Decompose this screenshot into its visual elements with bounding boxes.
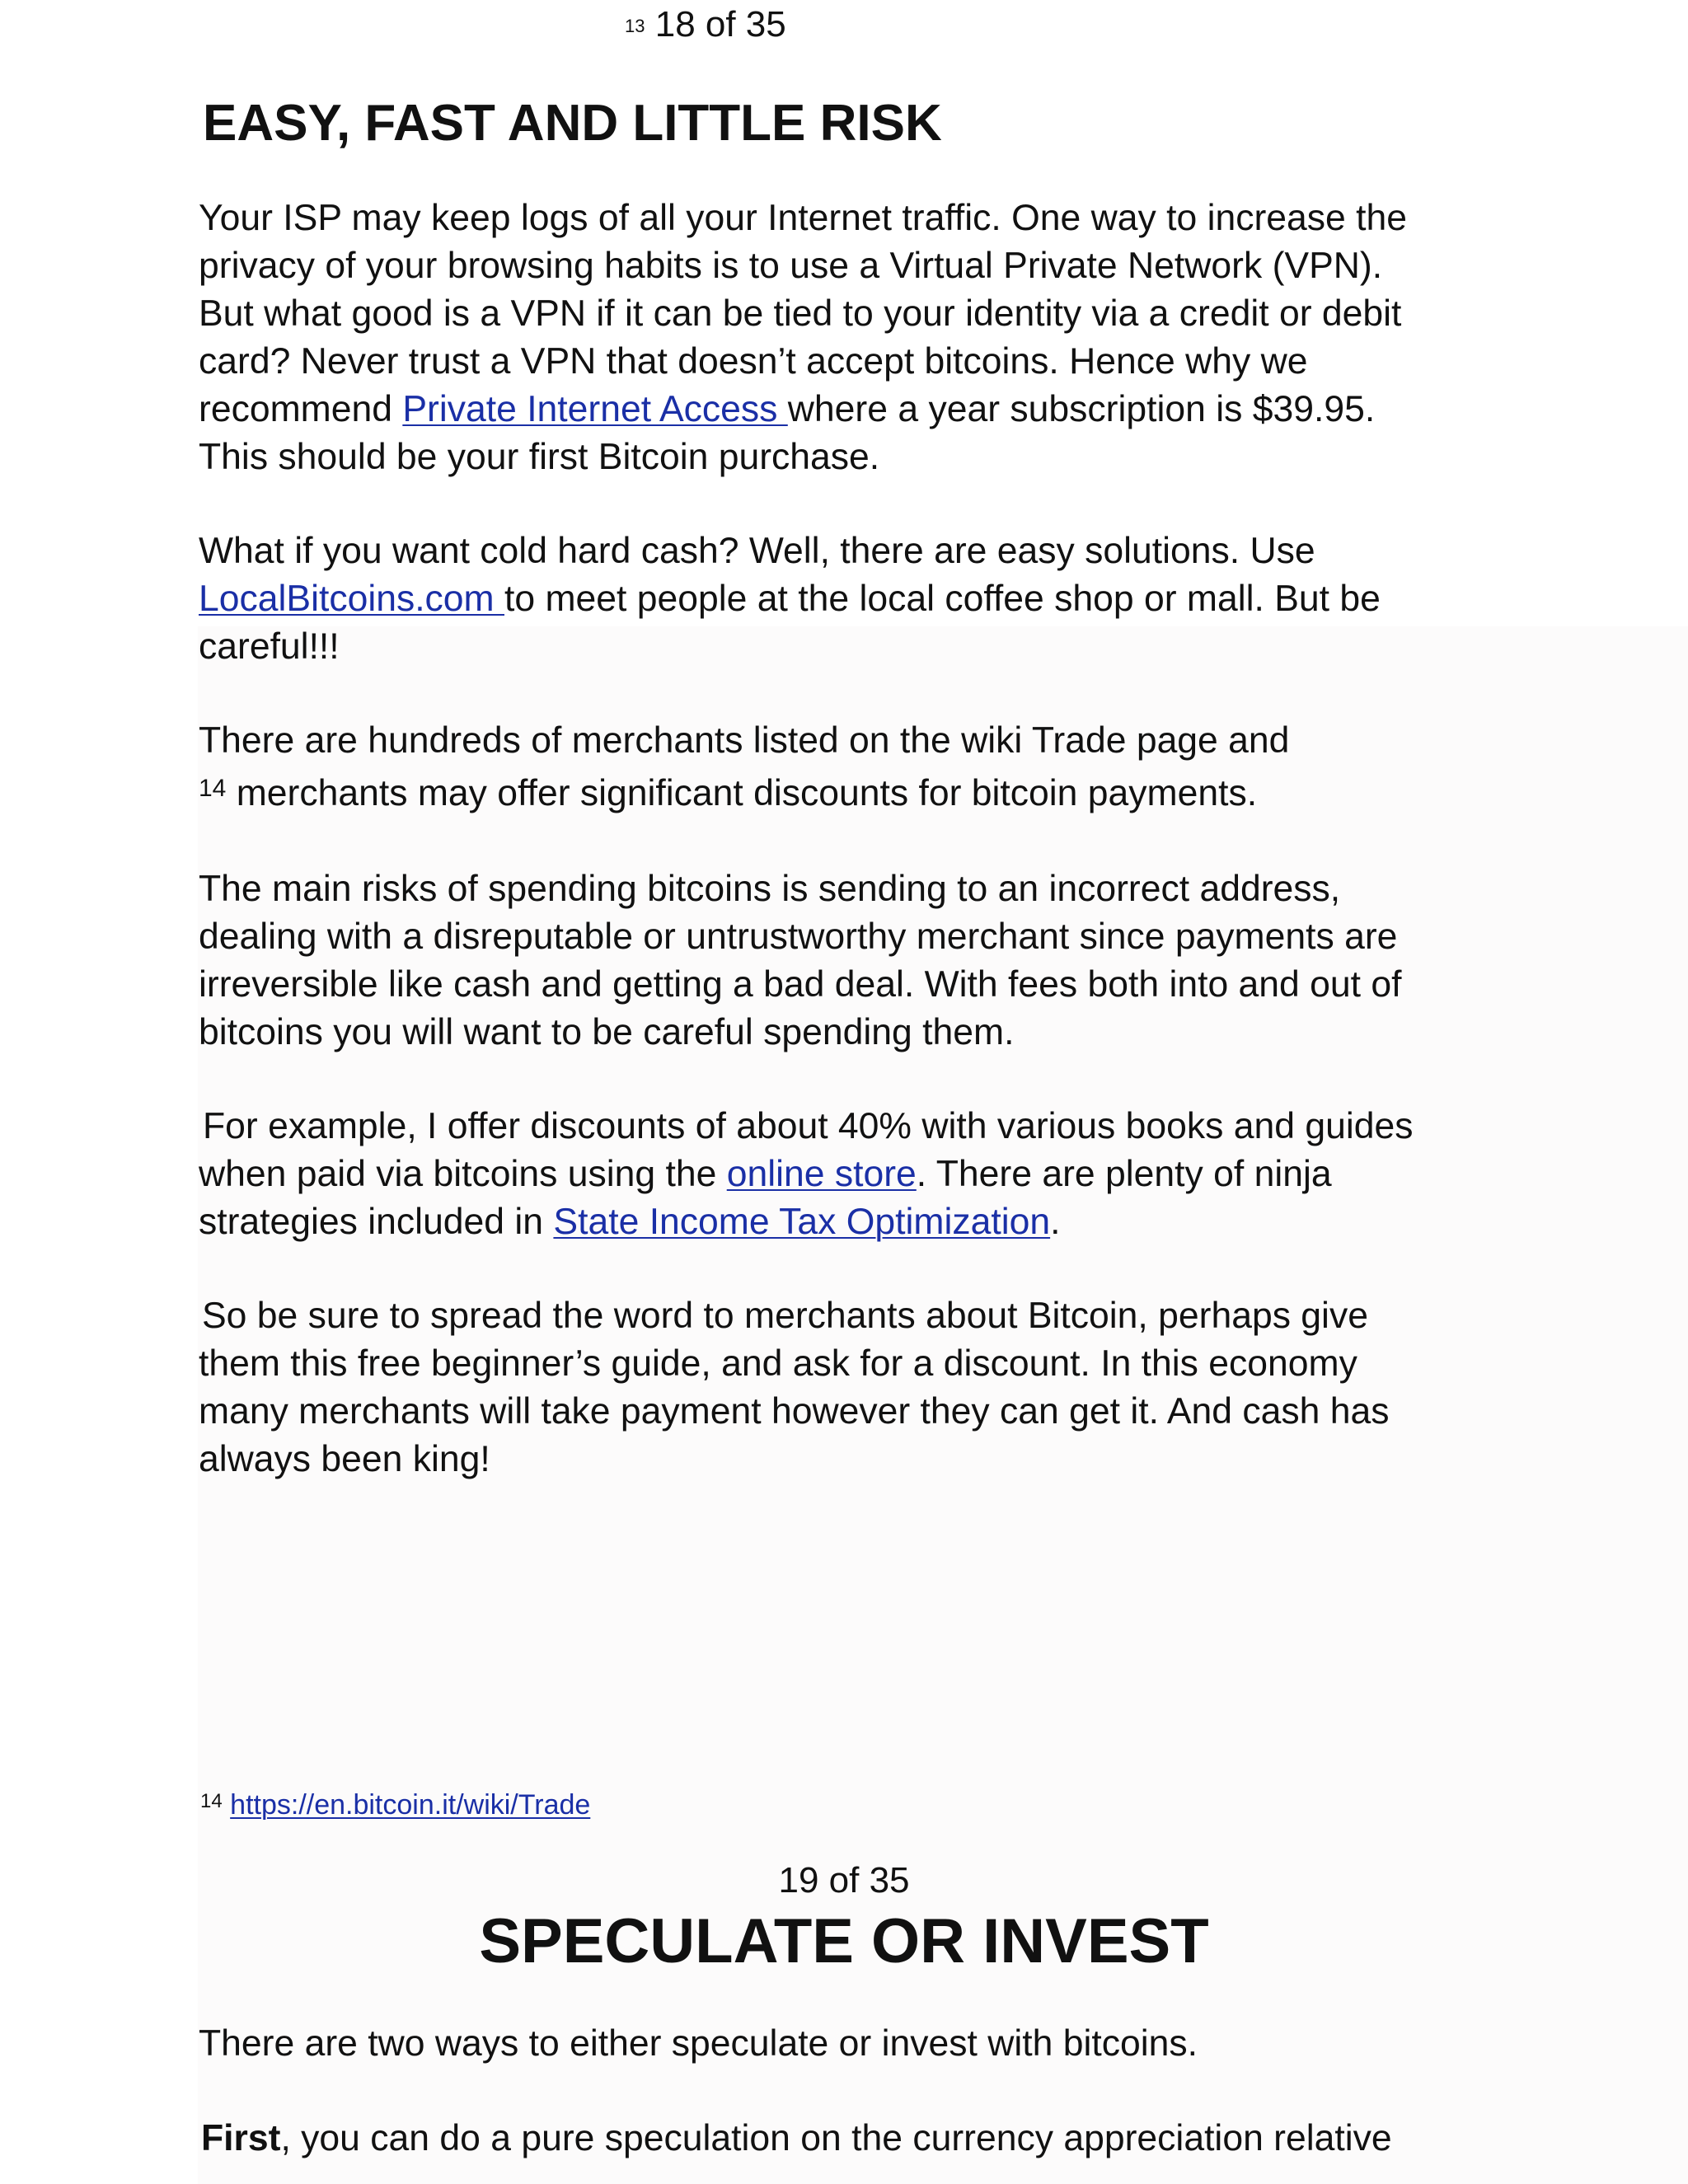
text-run: where a year subscription is $39.95. — [787, 389, 1376, 429]
footnote — [200, 1788, 590, 1821]
text-run: to meet people at the local coffee shop or mall. But be — [504, 579, 1381, 619]
localbitcoins-link[interactable]: LocalBitcoins.com — [199, 579, 504, 619]
paragraph-line: irreversible like cash and getting a bad deal. With fees both into and out of — [199, 964, 1402, 1005]
paragraph-line — [199, 1151, 1414, 1198]
private-internet-access-link[interactable]: Private Internet Access — [402, 389, 788, 429]
bold-first: First — [201, 2118, 281, 2158]
page-number-18 — [625, 3, 786, 46]
footnote-trade-link[interactable]: https://en.bitcoin.it/wiki/Trade — [230, 1789, 591, 1821]
paragraph-cash — [199, 527, 1381, 671]
paragraph-line: For example, I offer discounts of about 40% with various books and guides — [203, 1106, 1414, 1146]
paragraph-line — [199, 386, 1407, 434]
paragraph-line: There are hundreds of merchants listed on the wiki Trade page and — [199, 720, 1290, 761]
paragraph-line: The main risks of spending bitcoins is sending to an incorrect address, — [199, 869, 1341, 909]
page-number-text: 18 of 35 — [654, 4, 786, 45]
text-run: merchants may offer significant discounts for bitcoin payments. — [226, 773, 1258, 813]
paragraph-risks — [199, 865, 1402, 1057]
text-run: recommend — [199, 389, 403, 429]
online-store-link[interactable]: online store — [726, 1154, 917, 1194]
paragraph-line — [199, 575, 1381, 623]
paragraph-line: So be sure to spread the word to merchants about Bitcoin, perhaps give — [202, 1296, 1368, 1336]
text-run: when paid via bitcoins using the — [199, 1154, 727, 1194]
text-run: . — [1050, 1202, 1061, 1242]
page-number-19: 19 of 35 — [778, 1860, 910, 1900]
text-run: , you can do a pure speculation on the currency appreciation relative — [280, 2118, 1392, 2158]
paragraph-line: always been king! — [199, 1439, 490, 1479]
paragraph-two-ways — [199, 2020, 1198, 2068]
paragraph-line: careful!!! — [199, 626, 340, 667]
paragraph-line: Your ISP may keep logs of all your Internet traffic. One way to increase the — [199, 198, 1408, 238]
text-run: . There are plenty of ninja — [916, 1154, 1332, 1194]
paragraph-merchants — [199, 717, 1289, 818]
paragraph-line: many merchants will take payment however they can get it. And cash has — [199, 1391, 1390, 1432]
paragraph-first — [201, 2115, 1392, 2163]
paragraph-line: card? Never trust a VPN that doesn’t accept bitcoins. Hence why we — [199, 341, 1308, 382]
paragraph-line: bitcoins you will want to be careful spending them. — [199, 1012, 1015, 1052]
paragraph-line: them this free beginner’s guide, and ask for a discount. In this economy — [199, 1343, 1357, 1384]
footnote-ref-13: 13 — [625, 16, 645, 36]
section-heading: EASY, FAST AND LITTLE RISK — [203, 95, 942, 152]
footnote-ref-14: 14 — [199, 775, 227, 802]
text-run: strategies included in — [199, 1202, 554, 1242]
paragraph-line: There are two ways to either speculate or invest with bitcoins. — [199, 2023, 1198, 2064]
paragraph-line — [199, 1198, 1414, 1246]
section-heading-speculate: SPECULATE OR INVEST — [479, 1906, 1209, 1976]
paragraph-line: What if you want cold hard cash? Well, there are easy solutions. Use — [199, 531, 1315, 571]
paragraph-line: privacy of your browsing habits is to use a Virtual Private Network (VPN). — [199, 246, 1383, 286]
paragraph-line: But what good is a VPN if it can be tied to your identity via a credit or debit — [199, 293, 1402, 334]
paragraph-spread-word — [199, 1292, 1390, 1483]
paragraph-example — [199, 1103, 1414, 1246]
footnote-mark: 14 — [200, 1790, 223, 1812]
paragraph-line — [199, 770, 1289, 818]
state-income-tax-optimization-link[interactable]: State Income Tax Optimization — [553, 1202, 1051, 1242]
paragraph-line: dealing with a disreputable or untrustworthy merchant since payments are — [199, 916, 1398, 957]
paragraph-line — [201, 2115, 1392, 2163]
paragraph-line: This should be your first Bitcoin purchase. — [199, 437, 880, 477]
paragraph-vpn — [199, 194, 1407, 481]
